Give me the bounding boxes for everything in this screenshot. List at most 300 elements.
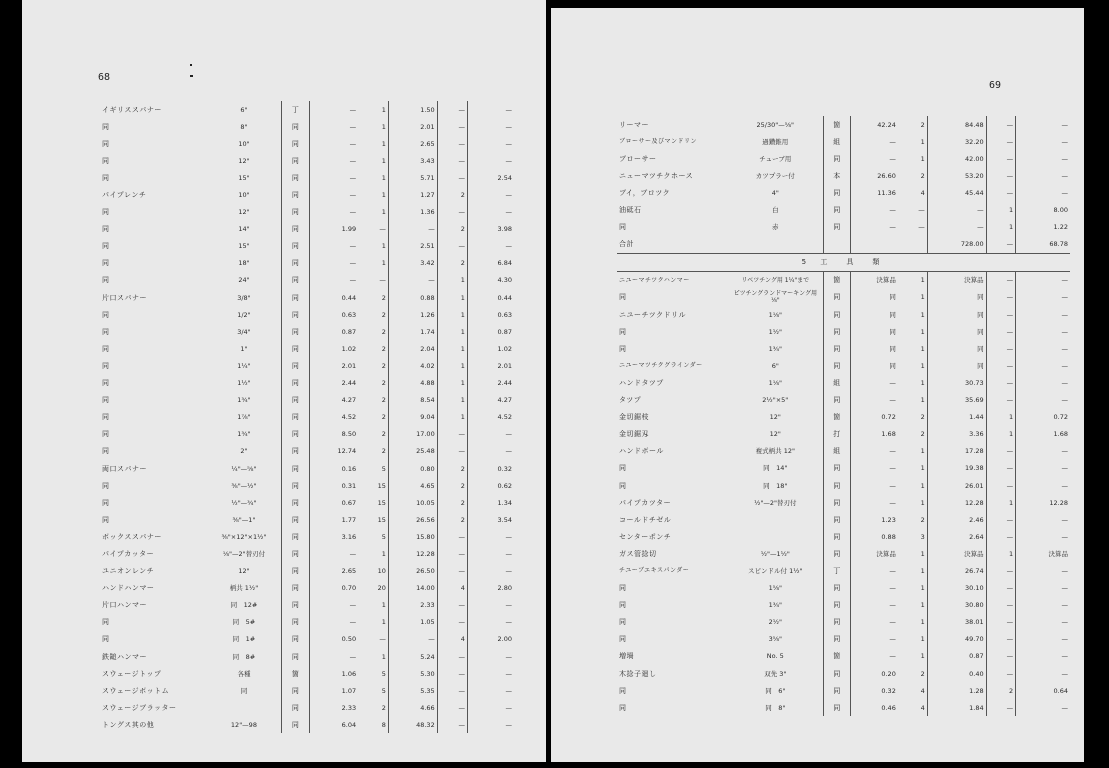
- cell-unit: [823, 236, 850, 254]
- table-row: [100, 340, 514, 357]
- cell-spec: 1/2": [237, 310, 251, 319]
- cell-spec: 1¾": [768, 344, 783, 353]
- cell-qty2: —: [986, 392, 1015, 409]
- table-row: [617, 167, 1070, 184]
- cell-unit: 同: [823, 340, 850, 357]
- cell-spec: 12": [769, 413, 781, 422]
- cell-amount2: —: [1016, 597, 1070, 614]
- cell-unit: 同: [281, 460, 309, 477]
- table-row: [100, 648, 514, 665]
- cell-amount: 1.44: [927, 409, 986, 426]
- cell-name: 同: [619, 686, 627, 695]
- cell-qty: —: [918, 223, 925, 232]
- cell-unit: 同: [823, 150, 850, 167]
- cell-qty2: —: [986, 699, 1015, 716]
- cell-qty2: —: [437, 563, 467, 580]
- cell-amount2: 0.44: [467, 289, 514, 306]
- table-row: [617, 184, 1070, 201]
- table-row: [617, 614, 1070, 631]
- cell-qty: 15: [377, 498, 386, 507]
- cell-spec: ⅜"—½": [231, 481, 257, 490]
- cell-amount2: 12.28: [1016, 494, 1070, 511]
- cell-qty: 1: [920, 378, 925, 387]
- table-row: [100, 494, 514, 511]
- cell-name: ユニオンレンチ: [102, 567, 155, 576]
- cell-qty: 5: [381, 669, 386, 678]
- cell-amount: 2.33: [388, 597, 437, 614]
- cell-price: —: [309, 597, 358, 614]
- cell-qty2: 1: [986, 219, 1015, 236]
- cell-spec: ⅜"×12"×1½": [221, 532, 267, 541]
- cell-spec: 12": [238, 567, 250, 576]
- cell-name: ブローサー及びマンドリン: [619, 138, 698, 146]
- cell-spec: 2": [240, 447, 248, 456]
- cell-amount2: —: [467, 135, 514, 152]
- cell-amount: 26.56: [388, 511, 437, 528]
- table-row: [617, 494, 1070, 511]
- cell-price: —: [850, 392, 898, 409]
- cell-price: —: [850, 133, 898, 150]
- cell-price: 0.20: [850, 665, 898, 682]
- cell-amount2: —: [467, 648, 514, 665]
- table-row: [100, 443, 514, 460]
- cell-qty: 2: [381, 379, 386, 388]
- cell-name: ニユーマツチクグラインダー: [619, 362, 703, 370]
- cell-price: —: [850, 580, 898, 597]
- cell-price: 2.01: [309, 357, 358, 374]
- cell-qty: 5: [381, 464, 386, 473]
- cell-qty2: —: [986, 631, 1015, 648]
- table-row: [617, 426, 1070, 443]
- cell-amount2: 0.64: [1016, 682, 1070, 699]
- cell-amount2: —: [467, 186, 514, 203]
- cell-name: 同: [619, 481, 627, 490]
- cell-qty: 1: [920, 276, 925, 285]
- cell-price: 8.50: [309, 426, 358, 443]
- table-row: [100, 118, 514, 135]
- cell-name: スウェージボットム: [102, 686, 170, 695]
- cell-amount: 0.88: [388, 289, 437, 306]
- cell-qty: 2: [381, 703, 386, 712]
- cell-spec: 2½": [768, 618, 783, 627]
- cell-amount2: —: [1016, 392, 1070, 409]
- cell-qty: 1: [381, 156, 386, 165]
- cell-amount2: —: [467, 699, 514, 716]
- cell-price: 42.24: [850, 116, 898, 133]
- cell-amount2: 2.44: [467, 375, 514, 392]
- cell-qty2: —: [437, 545, 467, 562]
- cell-qty: 10: [377, 567, 386, 576]
- table-row: [100, 152, 514, 169]
- cell-amount: 1.36: [388, 204, 437, 221]
- cell-price: —: [850, 614, 898, 631]
- cell-qty2: 1: [986, 494, 1015, 511]
- cell-unit: 同: [823, 614, 850, 631]
- cell-unit: 打: [823, 426, 850, 443]
- cell-amount: 0.40: [927, 665, 986, 682]
- table-row: [617, 477, 1070, 494]
- cell-qty2: —: [986, 665, 1015, 682]
- cell-amount: —: [388, 221, 437, 238]
- cell-qty: 2: [381, 310, 386, 319]
- cell-amount2: —: [1016, 614, 1070, 631]
- cell-amount2: 2.54: [467, 169, 514, 186]
- cell-name: 同: [102, 173, 110, 182]
- cell-amount2: —: [1016, 699, 1070, 716]
- cell-qty: 1: [381, 191, 386, 200]
- cell-amount2: —: [467, 528, 514, 545]
- table-row: [100, 306, 514, 323]
- cell-name: 同: [102, 344, 110, 353]
- cell-spec: ½"—2"替刃付: [754, 498, 797, 507]
- cell-unit: 同: [823, 597, 850, 614]
- cell-spec: 同 14": [763, 464, 788, 473]
- cell-price: —: [309, 101, 358, 118]
- cell-qty: 1: [920, 498, 925, 507]
- cell-qty: [898, 236, 927, 254]
- cell-price: —: [850, 201, 898, 218]
- cell-unit: 丁: [281, 101, 309, 118]
- table-row: [100, 238, 514, 255]
- cell-amount2: —: [1016, 648, 1070, 665]
- cell-amount2: 1.22: [1016, 219, 1070, 236]
- table-row: [617, 511, 1070, 528]
- cell-unit: 同: [281, 323, 309, 340]
- cell-qty: 2: [381, 430, 386, 439]
- table-row: [617, 545, 1070, 562]
- cell-name: パイプレンチ: [102, 191, 147, 200]
- cell-qty2: —: [986, 562, 1015, 579]
- cell-spec: 1": [240, 344, 248, 353]
- cell-qty: 2: [381, 396, 386, 405]
- table-row: [100, 460, 514, 477]
- cell-amount: 14.00: [388, 580, 437, 597]
- cell-price: —: [309, 204, 358, 221]
- cell-qty: 1: [381, 208, 386, 217]
- cell-amount2: 2.01: [467, 357, 514, 374]
- cell-name: 同: [102, 481, 110, 490]
- cell-unit: 同: [281, 221, 309, 238]
- cell-name: 同: [619, 618, 627, 627]
- cell-amount2: 2.80: [467, 580, 514, 597]
- table-row: [100, 528, 514, 545]
- cell-name: センターポンチ: [619, 532, 672, 541]
- cell-name: ニューマツチクホース: [619, 171, 694, 180]
- cell-qty2: —: [437, 528, 467, 545]
- cell-amount: 8.54: [388, 392, 437, 409]
- cell-qty: 1: [920, 361, 925, 370]
- cell-qty: —: [918, 206, 925, 215]
- cell-amount2: —: [1016, 528, 1070, 545]
- cell-name: 同: [619, 327, 627, 336]
- cell-unit: 同: [823, 392, 850, 409]
- cell-qty2: 4: [437, 580, 467, 597]
- cell-name: 同: [102, 242, 110, 251]
- cell-qty2: —: [986, 133, 1015, 150]
- cell-name: 同: [102, 122, 110, 131]
- table-row: [100, 426, 514, 443]
- cell-amount2: 0.63: [467, 306, 514, 323]
- cell-price: 0.70: [309, 580, 358, 597]
- cell-unit: 同: [823, 357, 850, 374]
- cell-amount: 84.48: [927, 116, 986, 133]
- cell-price: 11.36: [850, 184, 898, 201]
- table-row: [100, 682, 514, 699]
- cell-qty2: 1: [437, 409, 467, 426]
- page-number-right: 69: [989, 80, 1002, 91]
- table-row: [617, 648, 1070, 665]
- cell-price: 0.46: [850, 699, 898, 716]
- cell-price: 4.52: [309, 409, 358, 426]
- ink-speck: [190, 75, 193, 77]
- cell-unit: 同: [823, 528, 850, 545]
- cell-qty: 2: [920, 669, 925, 678]
- cell-spec: 同 12#: [230, 601, 258, 610]
- cell-spec: 同 18": [763, 481, 788, 490]
- cell-amount2: 1.34: [467, 494, 514, 511]
- cell-unit: 同: [823, 682, 850, 699]
- cell-qty2: 1: [437, 306, 467, 323]
- cell-spec: ⅜"—1": [232, 515, 256, 524]
- cell-price: 3.16: [309, 528, 358, 545]
- table-row: [617, 236, 1070, 254]
- table-row: [100, 221, 514, 238]
- cell-amount: 26.50: [388, 563, 437, 580]
- table-row: [617, 631, 1070, 648]
- cell-name: ボックススパナー: [102, 532, 162, 541]
- cell-spec: 12": [769, 430, 781, 439]
- cell-unit: 箇: [823, 648, 850, 665]
- cell-name: 同: [619, 464, 627, 473]
- cell-unit: 組: [823, 133, 850, 150]
- cell-unit: 同: [281, 631, 309, 648]
- cell-unit: 丁: [823, 562, 850, 579]
- cell-amount2: —: [1016, 357, 1070, 374]
- section-title: 5 工 具 類: [617, 253, 1070, 271]
- cell-amount: 4.88: [388, 375, 437, 392]
- cell-amount: 30.80: [927, 597, 986, 614]
- cell-unit: 同: [823, 699, 850, 716]
- cell-unit: 同: [823, 184, 850, 201]
- cell-spec: 15": [238, 173, 250, 182]
- cell-price: 1.77: [309, 511, 358, 528]
- cell-price: 2.33: [309, 699, 358, 716]
- table-row: [100, 716, 514, 733]
- table-row: [100, 699, 514, 716]
- right-page: [551, 8, 1084, 762]
- cell-name: ハンドタツプ: [619, 378, 664, 387]
- cell-unit: 同: [281, 699, 309, 716]
- left-page: [22, 0, 546, 762]
- cell-spec: No. 5: [766, 652, 784, 661]
- cell-amount2: —: [1016, 340, 1070, 357]
- cell-qty2: —: [986, 116, 1015, 133]
- cell-spec: 同 6": [765, 686, 786, 695]
- cell-name: 同: [102, 276, 110, 285]
- cell-amount: 同: [927, 323, 986, 340]
- cell-unit: 同: [281, 443, 309, 460]
- cell-amount: 1.84: [927, 699, 986, 716]
- cell-amount2: —: [1016, 323, 1070, 340]
- cell-name: ハンドボール: [619, 447, 664, 456]
- cell-amount2: —: [467, 545, 514, 562]
- cell-amount2: —: [467, 716, 514, 733]
- cell-spec: 1¾": [237, 396, 251, 405]
- cell-price: 0.87: [309, 323, 358, 340]
- cell-amount: 26.01: [927, 477, 986, 494]
- cell-spec: [207, 699, 281, 716]
- cell-qty2: —: [986, 340, 1015, 357]
- cell-qty2: —: [437, 152, 467, 169]
- cell-amount: 0.87: [927, 648, 986, 665]
- cell-spec: 同 8#: [232, 652, 256, 661]
- cell-spec: 複式柄共 12": [755, 447, 795, 456]
- cell-amount: 5.30: [388, 665, 437, 682]
- cell-spec: 同 5#: [232, 618, 256, 627]
- cell-price: —: [309, 545, 358, 562]
- cell-qty2: —: [437, 238, 467, 255]
- cell-qty2: —: [986, 597, 1015, 614]
- cell-amount2: —: [1016, 665, 1070, 682]
- cell-spec: 各種: [237, 669, 251, 678]
- cell-amount: 17.28: [927, 443, 986, 460]
- cell-qty: 1: [381, 139, 386, 148]
- cell-name: チユーブエキスパンダー: [619, 567, 690, 575]
- cell-spec: 同: [240, 686, 248, 695]
- cell-name: リーマー: [619, 120, 649, 129]
- cell-spec: [728, 528, 823, 545]
- cell-qty: 1: [920, 464, 925, 473]
- cell-unit: 同: [281, 306, 309, 323]
- cell-spec: スピンドル付 1½": [748, 566, 803, 575]
- cell-name: 同: [102, 225, 110, 234]
- cell-qty: 1: [381, 122, 386, 131]
- cell-price: —: [850, 648, 898, 665]
- cell-amount: 1.27: [388, 186, 437, 203]
- cell-name: ブローサー: [619, 154, 657, 163]
- cell-spec: 24": [238, 276, 250, 285]
- cell-unit: 同: [281, 511, 309, 528]
- cell-unit: 同: [281, 204, 309, 221]
- cell-amount: 3.42: [388, 255, 437, 272]
- cell-qty: 5: [381, 532, 386, 541]
- cell-unit: 組: [823, 443, 850, 460]
- cell-price: 0.88: [850, 528, 898, 545]
- cell-unit: 同: [823, 545, 850, 562]
- cell-amount: 30.10: [927, 580, 986, 597]
- cell-amount: 53.20: [927, 167, 986, 184]
- cell-price: [850, 236, 898, 254]
- cell-name: パイプカッター: [102, 549, 155, 558]
- cell-amount: 5.24: [388, 648, 437, 665]
- cell-unit: 同: [281, 614, 309, 631]
- cell-amount2: —: [467, 665, 514, 682]
- cell-amount: 2.04: [388, 340, 437, 357]
- table-row: [100, 323, 514, 340]
- cell-spec: 12"—98: [230, 720, 257, 729]
- cell-qty2: —: [437, 716, 467, 733]
- cell-unit: 同: [281, 272, 309, 289]
- table-row: [100, 545, 514, 562]
- table-row: [617, 392, 1070, 409]
- cell-qty2: —: [986, 236, 1015, 254]
- cell-qty: 1: [920, 137, 925, 146]
- cell-amount: 17.00: [388, 426, 437, 443]
- cell-price: 決算品: [850, 271, 898, 289]
- cell-qty: 1: [920, 481, 925, 490]
- cell-unit: 同: [281, 169, 309, 186]
- table-row: [100, 255, 514, 272]
- cell-price: 0.63: [309, 306, 358, 323]
- table-row: [617, 150, 1070, 167]
- cell-name: 同: [102, 361, 110, 370]
- cell-qty2: 1: [437, 272, 467, 289]
- cell-amount: 728.00: [927, 236, 986, 254]
- cell-name: ニユーチツクドリル: [619, 310, 687, 319]
- cell-spec: 1⅝": [768, 584, 783, 593]
- cell-spec: リベツチング用 1¼"まで: [741, 276, 810, 284]
- cell-amount2: —: [467, 614, 514, 631]
- cell-unit: 箇: [823, 409, 850, 426]
- cell-price: —: [309, 186, 358, 203]
- cell-amount2: —: [467, 238, 514, 255]
- cell-unit: 同: [281, 289, 309, 306]
- cell-amount2: —: [467, 101, 514, 118]
- cell-amount: 4.65: [388, 477, 437, 494]
- cell-price: 0.44: [309, 289, 358, 306]
- cell-unit: 箇: [281, 665, 309, 682]
- cell-qty2: 2: [437, 186, 467, 203]
- cell-name: 同: [102, 259, 110, 268]
- cell-price: —: [850, 631, 898, 648]
- cell-name: 両口スパナー: [102, 464, 147, 473]
- cell-amount: 1.28: [927, 682, 986, 699]
- cell-qty2: 4: [437, 631, 467, 648]
- cell-amount: 12.28: [927, 494, 986, 511]
- cell-name: ハンドハンマー: [102, 584, 155, 593]
- cell-qty: 2: [381, 361, 386, 370]
- cell-qty2: —: [986, 374, 1015, 391]
- cell-spec: 同 8": [765, 703, 786, 712]
- cell-price: —: [309, 152, 358, 169]
- cell-amount: —: [388, 272, 437, 289]
- cell-unit: 同: [281, 340, 309, 357]
- cell-amount2: 3.98: [467, 221, 514, 238]
- cell-unit: 同: [281, 597, 309, 614]
- cell-qty: 1: [920, 396, 925, 405]
- cell-amount: 0.80: [388, 460, 437, 477]
- cell-qty2: —: [986, 271, 1015, 289]
- cell-price: —: [850, 150, 898, 167]
- cell-qty2: 1: [437, 340, 467, 357]
- cell-unit: 同: [823, 323, 850, 340]
- cell-amount: 同: [927, 289, 986, 306]
- cell-qty2: —: [986, 167, 1015, 184]
- table-row: [100, 665, 514, 682]
- cell-qty: 2: [920, 515, 925, 524]
- table-row: [100, 477, 514, 494]
- cell-spec: ピツチングランドマーキング用⅛": [733, 290, 817, 305]
- cell-price: —: [309, 255, 358, 272]
- cell-name: 片口スパナー: [102, 293, 147, 302]
- cell-spec: 1¾": [768, 601, 783, 610]
- cell-name: 同: [102, 430, 110, 439]
- cell-qty2: —: [986, 289, 1015, 306]
- cell-amount2: 68.78: [1016, 236, 1070, 254]
- cell-qty2: —: [437, 699, 467, 716]
- cell-amount2: —: [1016, 443, 1070, 460]
- cell-unit: 同: [281, 152, 309, 169]
